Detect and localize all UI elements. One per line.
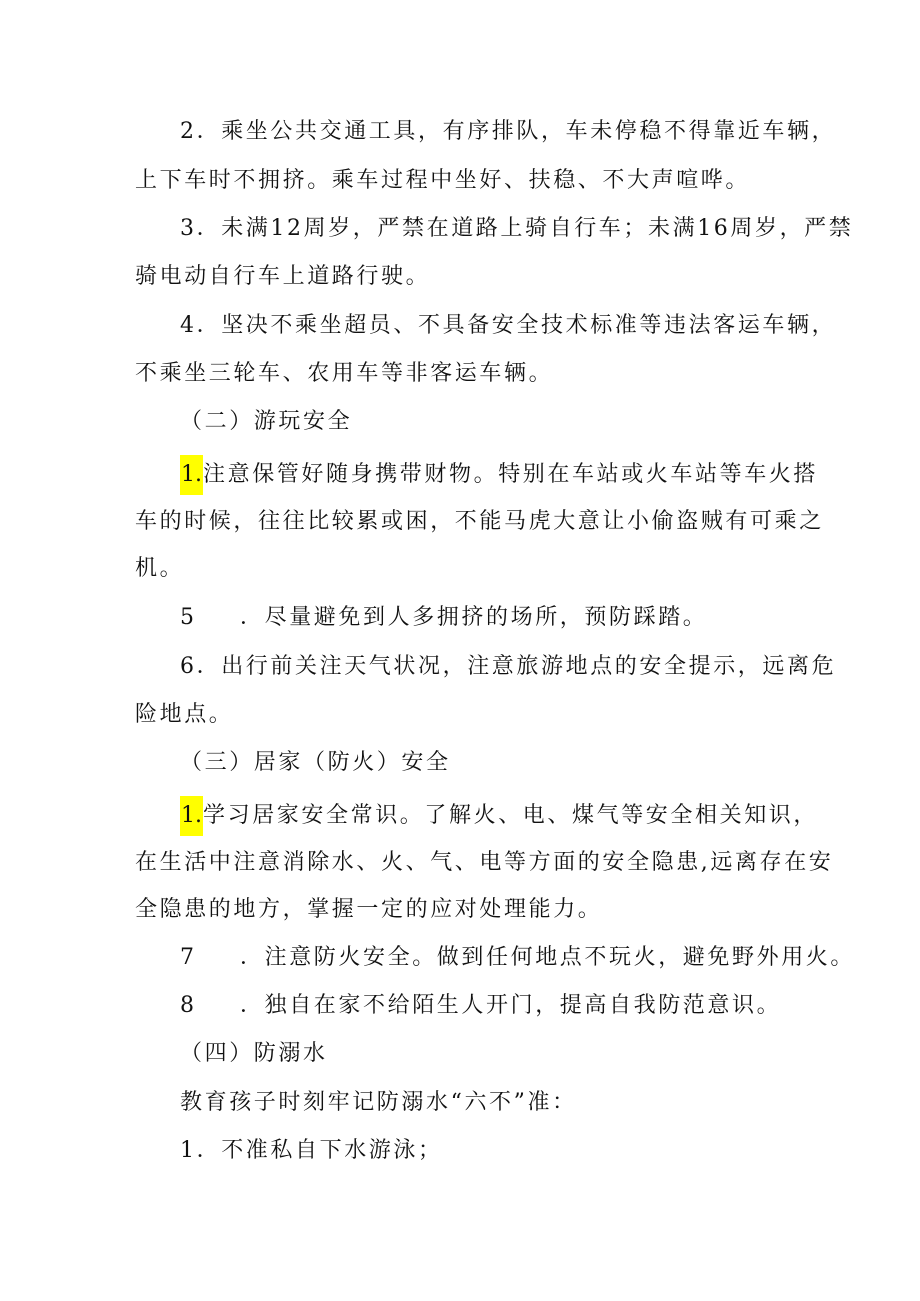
paragraph-line: 2．乘坐公共交通工具，有序排队，车未停稳不得靠近车辆， <box>180 119 837 144</box>
paragraph-line: 不乘坐三轮车、农用车等非客运车辆。 <box>135 361 554 386</box>
paragraph-line: 1．不准私自下水游泳； <box>180 1138 443 1163</box>
paragraph-line: 险地点。 <box>135 702 234 727</box>
paragraph-line: 车的时候，往往比较累或困，不能马虎大意让小偷盗贼有可乘之 <box>135 509 824 534</box>
paragraph-line: 7 ．注意防火安全。做到任何地点不玩火，避免野外用火。 <box>180 945 856 970</box>
highlighted-number: 1. <box>180 796 203 836</box>
section-heading: （二）游玩安全 <box>180 409 353 434</box>
paragraph-line: 教育孩子时刻牢记防溺水“六不”准： <box>180 1090 577 1115</box>
paragraph-line: 骑电动自行车上道路行驶。 <box>135 264 431 289</box>
paragraph-line: 上下车时不拥挤。乘车过程中坐好、扶稳、不大声喧哗。 <box>135 168 751 193</box>
paragraph-line: 3．未满12周岁，严禁在道路上骑自行车；未满16周岁，严禁 <box>180 216 854 241</box>
paragraph-line: 8 ．独自在家不给陌生人开门，提高自我防范意识。 <box>180 993 782 1018</box>
paragraph-line: 6．出行前关注天气状况，注意旅游地点的安全提示，远离危 <box>180 654 837 679</box>
paragraph-line: 5 ．尽量避免到人多拥挤的场所，预防踩踏。 <box>180 605 708 630</box>
paragraph-line: 机。 <box>135 556 185 581</box>
highlighted-number: 1. <box>180 455 203 495</box>
paragraph-line: 1.注意保管好随身携带财物。特别在车站或火车站等车火搭 <box>180 455 818 495</box>
paragraph-line: 4．坚决不乘坐超员、不具备安全技术标准等违法客运车辆， <box>180 313 837 338</box>
paragraph-line: 全隐患的地方，掌握一定的应对处理能力。 <box>135 897 603 922</box>
paragraph-line: 1.学习居家安全常识。了解火、电、煤气等安全相关知识， <box>180 796 818 836</box>
section-heading: （四）防溺水 <box>180 1041 328 1066</box>
section-heading: （三）居家（防火）安全 <box>180 750 451 775</box>
paragraph-line: 在生活中注意消除水、火、气、电等方面的安全隐患,远离存在安 <box>135 850 834 875</box>
